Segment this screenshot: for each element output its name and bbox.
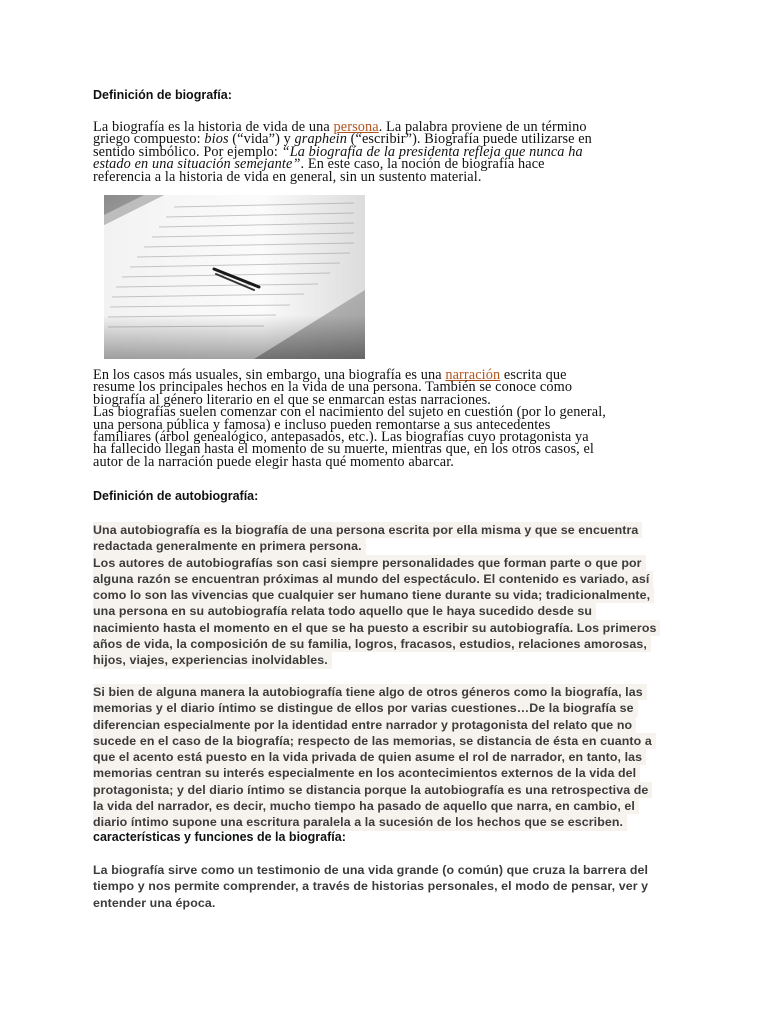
text-line: autor de la narración puede elegir hasta qué momento abarcar. — [93, 453, 454, 470]
text-line: protagonista; y del diario íntimo se distancia porque la autobiografía es una retrospectiva de — [93, 782, 652, 798]
book-pen-photo — [104, 195, 365, 359]
text-line: diferencian especialmente por la identidad entre narrador y protagonista del relato que no — [93, 717, 636, 733]
text-run: escrita que — [500, 367, 567, 383]
text-line: Si bien de alguna manera la autobiografía tiene algo de otros géneros como la biografía, las — [93, 684, 647, 700]
autobiografia-paragraph-2 — [93, 684, 693, 831]
text-run: (“escribir”). Biografía puede utilizarse en — [346, 131, 592, 148]
book-pen-image — [104, 195, 365, 359]
text-line: referencia a la historia de vida en general, sin un sustento material. — [93, 168, 482, 185]
text-line: redactada generalmente en primera persona. — [93, 538, 366, 554]
text-line: biografía al género literario en el que se enmarcan estas narraciones. — [93, 391, 491, 408]
text-run: La biografía es la historia de vida de una — [93, 119, 334, 135]
example-quote: estado en una situación semejante” — [93, 156, 301, 173]
text-line: sucede en el caso de la biografía; respecto de las memorias, se distancia de ésta en cuanto a — [93, 733, 656, 749]
persona-link[interactable]: persona — [333, 119, 379, 135]
biografia-paragraph-1 — [93, 121, 693, 183]
text-run: En los casos más usuales, sin embargo, una biografía es una — [93, 367, 446, 383]
text-line: alguna razón se encuentran próximas al mundo del espectáculo. El contenido es variado, así — [93, 571, 653, 587]
text-run: . La palabra proviene de un término — [378, 119, 587, 135]
text-line: una persona pública y famosa) e incluso pueden remontarse a sus antecedentes — [93, 416, 551, 433]
text-line: la vida del narrador, es decir, mucho tiempo ha pasado de aquello que narra, en cambio, el — [93, 798, 639, 814]
text-line: que el acento está puesto en la vida privada de quien asume el rol de narrador, en tanto, las — [93, 749, 646, 765]
text-run: griego compuesto: — [93, 131, 205, 148]
text-line: entender una época. — [93, 895, 216, 910]
heading-definicion-autobiografia: Definición de autobiografía: — [93, 489, 259, 503]
text-line: Una autobiografía es la biografía de una persona escrita por ella misma y que se encuentra — [93, 522, 642, 538]
heading-caracteristicas-funciones: características y funciones de la biografía: — [93, 830, 346, 844]
autobiografia-paragraph-1 — [93, 522, 693, 669]
text-line: hijos, viajes, experiencias inolvidables. — [93, 652, 332, 668]
text-line: años de vida, la composición de su familia, logros, fracasos, estudios, relaciones amorosas, — [93, 636, 651, 652]
funciones-paragraph — [93, 862, 693, 911]
text-line: una persona en su autobiografía relata todo aquello que le haya sucedido desde su — [93, 603, 596, 619]
text-line: Las biografías suelen comenzar con el nacimiento del sujeto en cuestión (por lo general, — [93, 404, 606, 421]
text-line: La biografía sirve como un testimonio de una vida grande (o común) que cruza la barrera del — [93, 863, 649, 877]
text-line: tiempo y nos permite comprender, a través de historias personales, el modo de pensar, ver y — [93, 879, 649, 894]
text-line: memorias y el diario íntimo se distingue de ellos por varias cuestiones…De la biografía se — [93, 700, 638, 716]
biografia-paragraph-2 — [93, 369, 693, 468]
term-graphein: graphein — [294, 131, 347, 148]
text-line: familiares (árbol genealógico, antepasados, etc.). Las biografías cuyo protagonista ya — [93, 429, 589, 446]
term-bios: bios — [204, 131, 229, 148]
text-run: sentido simbólico. Por ejemplo: — [93, 143, 282, 160]
text-line: diario íntimo supone una escritura paralela a la sucesión de los hechos que se escriben. — [93, 814, 627, 830]
text-line: nacimiento hasta el momento en el que se ha puesto a escribir su autobiografía. Los primeros — [93, 620, 660, 636]
text-line: como lo son las vivencias que cualquier ser humano tiene durante su vida; tradicionalmente, — [93, 587, 654, 603]
text-line: memorias centran su interés especialmente en los acontecimientos externos de la vida del — [93, 765, 640, 781]
text-run: (“vida”) y — [228, 131, 295, 148]
text-line: resume los principales hechos en la vida de una persona. También se conoce como — [93, 379, 573, 396]
heading-definicion-biografia: Definición de biografía: — [93, 88, 232, 102]
example-quote: “La biografía de la presidenta refleja que nunca ha — [281, 143, 583, 160]
text-run: . En este caso, la noción de biografía hace — [300, 156, 545, 173]
narracion-link[interactable]: narración — [445, 367, 501, 383]
text-line: Los autores de autobiografías son casi siempre personalidades que forman parte o que por — [93, 555, 646, 571]
text-line: ha fallecido llegan hasta el momento de su muerte, mientras que, en los otros casos, el — [93, 441, 594, 458]
